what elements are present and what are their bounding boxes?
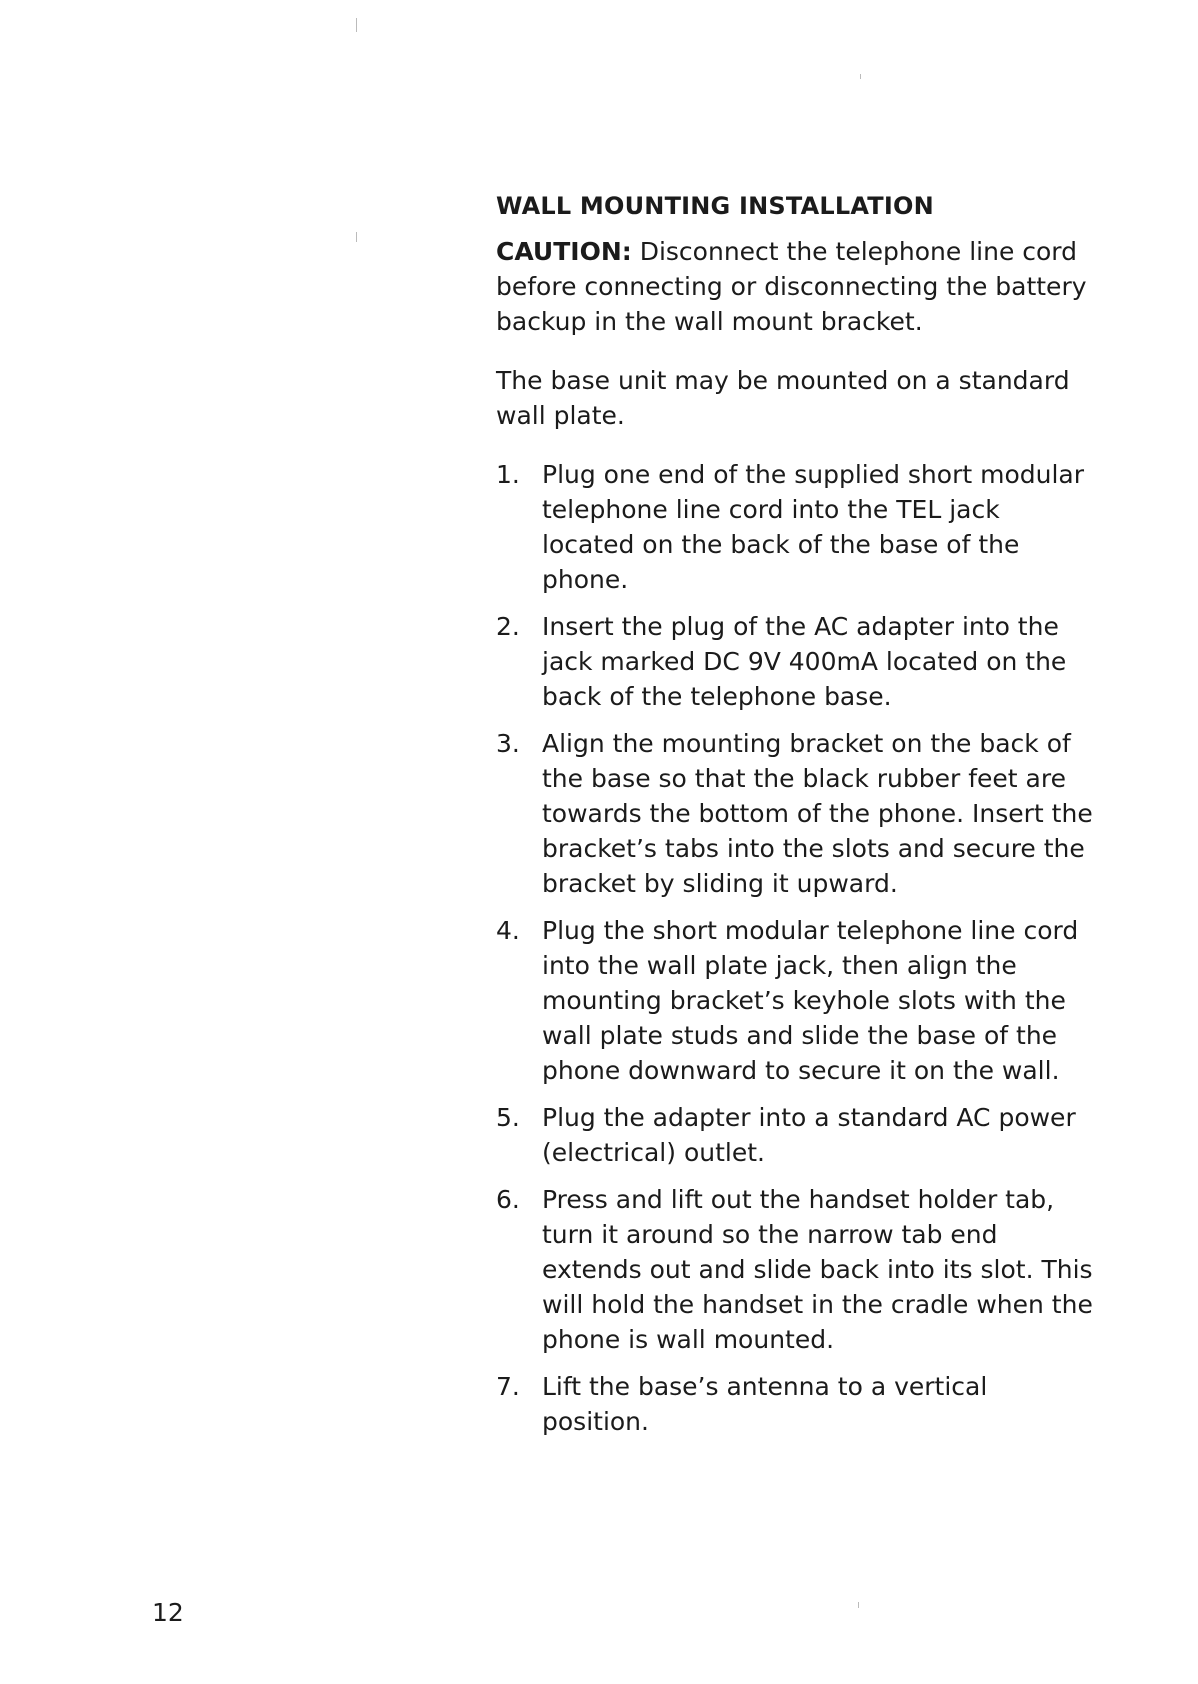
scan-speck [858, 1602, 859, 1608]
list-item [496, 1100, 1096, 1170]
step-text: Press and lift out the handset holder tab, turn it around so the narrow tab end extends out and slide back into its slot. This will hold the handset in the cradle when the phone is wall mounted. [542, 1185, 1093, 1354]
scan-speck [860, 74, 861, 79]
step-text: Lift the base’s antenna to a vertical position. [542, 1372, 988, 1436]
list-item [496, 609, 1096, 714]
list-item [496, 1182, 1096, 1357]
step-number: 7. [496, 1372, 520, 1401]
scan-speck [356, 18, 357, 32]
section-title: WALL MOUNTING INSTALLATION [496, 192, 934, 220]
caution-text: Disconnect the telephone line cord before connecting or disconnecting the battery backup in the wall mount bracket. [496, 237, 1087, 336]
steps-list [496, 457, 1096, 1439]
list-item [496, 913, 1096, 1088]
page-number: 12 [152, 1598, 184, 1627]
list-item [496, 726, 1096, 901]
step-text: Plug the short modular telephone line cord into the wall plate jack, then align the mounting bracket’s keyhole slots with the wall plate studs and slide the base of the phone downward to secure it on the wall. [542, 916, 1079, 1085]
caution-paragraph [496, 234, 1096, 339]
step-text: Plug one end of the supplied short modular telephone line cord into the TEL jack located on the back of the base of the phone. [542, 460, 1085, 594]
step-number: 2. [496, 612, 520, 641]
step-text: Align the mounting bracket on the back of the base so that the black rubber feet are towards the bottom of the phone. Insert the bracket’s tabs into the slots and secure the bracket by sliding it upward. [542, 729, 1093, 898]
step-number: 6. [496, 1185, 520, 1214]
step-number: 4. [496, 916, 520, 945]
list-item [496, 1369, 1096, 1439]
step-text: Plug the adapter into a standard AC power (electrical) outlet. [542, 1103, 1076, 1167]
caution-label: CAUTION: [496, 237, 632, 266]
step-number: 3. [496, 729, 520, 758]
list-item [496, 457, 1096, 597]
step-text: Insert the plug of the AC adapter into the jack marked DC 9V 400mA located on the back of the telephone base. [542, 612, 1067, 711]
instructions-section [496, 192, 1096, 1451]
step-number: 5. [496, 1103, 520, 1132]
intro-paragraph: The base unit may be mounted on a standard wall plate. [496, 366, 1070, 430]
scan-speck [356, 232, 357, 242]
step-number: 1. [496, 460, 520, 489]
